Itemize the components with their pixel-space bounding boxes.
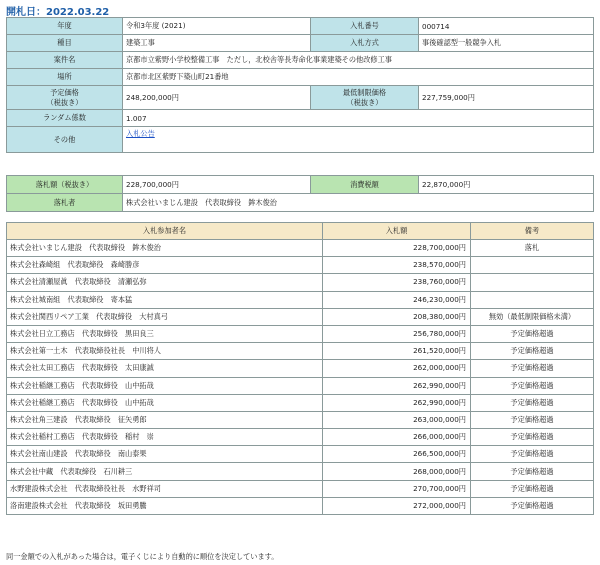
- bid-amount-cell: 256,780,000円: [323, 325, 471, 342]
- bid-amount-cell: 270,700,000円: [323, 480, 471, 497]
- bid-amount-cell: 272,000,000円: [323, 497, 471, 514]
- bid-amount-cell: 262,000,000円: [323, 360, 471, 377]
- bidder-name-cell: 株式会社関西リペア工業 代表取締役 大村真弓: [7, 308, 323, 325]
- project-info-table: [6, 17, 594, 153]
- bidder-name-cell: 株式会社いまじん建設 代表取締役 鉾木俊治: [7, 240, 323, 257]
- table-row: [7, 377, 594, 394]
- location-label: 場所: [7, 69, 123, 86]
- bid-amount-cell: 246,230,000円: [323, 291, 471, 308]
- bidder-name-cell: 株式会社森崎組 代表取締役 森崎勝彦: [7, 257, 323, 274]
- bidder-name-cell: 株式会社稲継工務店 代表取締役 山中拓哉: [7, 394, 323, 411]
- table-row: [7, 257, 594, 274]
- note-cell: 予定価格超過: [471, 480, 594, 497]
- bid-amount-cell: 208,380,000円: [323, 308, 471, 325]
- table-row: [7, 274, 594, 291]
- bid-amount-cell: 238,760,000円: [323, 274, 471, 291]
- table-row: [7, 325, 594, 342]
- winner-label: 落札者: [7, 194, 123, 212]
- award-amount-label: 落札額（税抜き）: [7, 176, 123, 194]
- note-cell: 予定価格超過: [471, 377, 594, 394]
- bidder-name-cell: 株式会社中藏 代表取締役 石川耕三: [7, 463, 323, 480]
- bidders-table: [6, 222, 594, 515]
- bid-amount-header: 入札額: [323, 223, 471, 240]
- bid-number-value: 000714: [419, 18, 594, 35]
- random-coefficient-value: 1.007: [123, 110, 594, 127]
- bidder-name-cell: 株式会社日立工務店 代表取締役 黒田良三: [7, 325, 323, 342]
- note-cell: 予定価格超過: [471, 446, 594, 463]
- table-row: [7, 343, 594, 360]
- note-cell: 予定価格超過: [471, 429, 594, 446]
- note-header: 備考: [471, 223, 594, 240]
- project-name-value: 京都市立紫野小学校整備工事 ただし，北校舎等長寿命化事業建築その他改修工事: [123, 52, 594, 69]
- table-row: [7, 480, 594, 497]
- project-name-label: 案件名: [7, 52, 123, 69]
- category-value: 建築工事: [123, 35, 311, 52]
- bid-amount-cell: 266,000,000円: [323, 429, 471, 446]
- note-cell: 予定価格超過: [471, 463, 594, 480]
- minimum-price-label: 最低制限価格 （税抜き）: [311, 86, 419, 110]
- bidder-name-header: 入札参加者名: [7, 223, 323, 240]
- bid-number-label: 入札番号: [311, 18, 419, 35]
- winner-value: 株式会社いまじん建設 代表取締役 鉾木俊治: [123, 194, 594, 212]
- bidder-name-cell: 株式会社角三建設 代表取締役 征矢勇郎: [7, 411, 323, 428]
- bidder-name-cell: 株式会社稲継工務店 代表取締役 山中拓哉: [7, 377, 323, 394]
- note-cell: 予定価格超過: [471, 325, 594, 342]
- table-row: [7, 463, 594, 480]
- bidder-name-cell: 株式会社第一土木 代表取締役社長 中川将人: [7, 343, 323, 360]
- table-row: [7, 411, 594, 428]
- bid-amount-cell: 261,520,000円: [323, 343, 471, 360]
- tax-value: 22,870,000円: [419, 176, 594, 194]
- bid-amount-cell: 238,570,000円: [323, 257, 471, 274]
- bid-amount-cell: 268,000,000円: [323, 463, 471, 480]
- bidder-name-cell: 株式会社南山建設 代表取締役 南山泰果: [7, 446, 323, 463]
- tax-label: 消費税額: [311, 176, 419, 194]
- note-cell: [471, 274, 594, 291]
- bid-amount-cell: 266,500,000円: [323, 446, 471, 463]
- bid-method-value: 事後確認型一般競争入札: [419, 35, 594, 52]
- note-cell: 予定価格超過: [471, 360, 594, 377]
- bid-amount-cell: 228,700,000円: [323, 240, 471, 257]
- note-cell: 予定価格超過: [471, 343, 594, 360]
- table-row: [7, 240, 594, 257]
- award-amount-value: 228,700,000円: [123, 176, 311, 194]
- planned-price-value: 248,200,000円: [123, 86, 311, 110]
- table-row: [7, 360, 594, 377]
- category-label: 種目: [7, 35, 123, 52]
- open-date: 開札日：2022.03.22: [6, 7, 110, 18]
- footnote: 同一金額での入札があった場合は，電子くじにより自動的に順位を決定しています。: [6, 552, 279, 561]
- table-row: [7, 308, 594, 325]
- bidder-name-cell: 水野建設株式会社 代表取締役社長 水野祥司: [7, 480, 323, 497]
- bidder-name-cell: 株式会社稲村工務店 代表取締役 稲村 崇: [7, 429, 323, 446]
- table-row: [7, 394, 594, 411]
- note-cell: 予定価格超過: [471, 394, 594, 411]
- award-table: [6, 175, 594, 212]
- bidder-name-cell: 株式会社城南組 代表取締役 寄本猛: [7, 291, 323, 308]
- bidder-name-cell: 株式会社太田工務店 代表取締役 太田康誠: [7, 360, 323, 377]
- note-cell: 落札: [471, 240, 594, 257]
- bidder-name-cell: 洛南建設株式会社 代表取締役 坂田勇騰: [7, 497, 323, 514]
- note-cell: 無効（最低制限価格未満）: [471, 308, 594, 325]
- bid-amount-cell: 262,990,000円: [323, 394, 471, 411]
- random-coefficient-label: ランダム係数: [7, 110, 123, 127]
- bid-amount-cell: 263,000,000円: [323, 411, 471, 428]
- table-row: [7, 291, 594, 308]
- planned-price-label: 予定価格 （税抜き）: [7, 86, 123, 110]
- table-row: [7, 497, 594, 514]
- year-label: 年度: [7, 18, 123, 35]
- bid-method-label: 入札方式: [311, 35, 419, 52]
- note-cell: 予定価格超過: [471, 411, 594, 428]
- location-value: 京都市北区紫野下築山町21番地: [123, 69, 594, 86]
- table-row: [7, 446, 594, 463]
- bid-amount-cell: 262,990,000円: [323, 377, 471, 394]
- bid-notice-link[interactable]: 入札公告: [126, 129, 155, 138]
- minimum-price-value: 227,759,000円: [419, 86, 594, 110]
- other-label: その他: [7, 127, 123, 153]
- bidder-name-cell: 株式会社清瀬屋眞 代表取締役 清瀬弘弥: [7, 274, 323, 291]
- year-value: 令和3年度 (2021): [123, 18, 311, 35]
- note-cell: [471, 257, 594, 274]
- note-cell: [471, 291, 594, 308]
- other-value: [123, 127, 594, 153]
- note-cell: 予定価格超過: [471, 497, 594, 514]
- table-row: [7, 429, 594, 446]
